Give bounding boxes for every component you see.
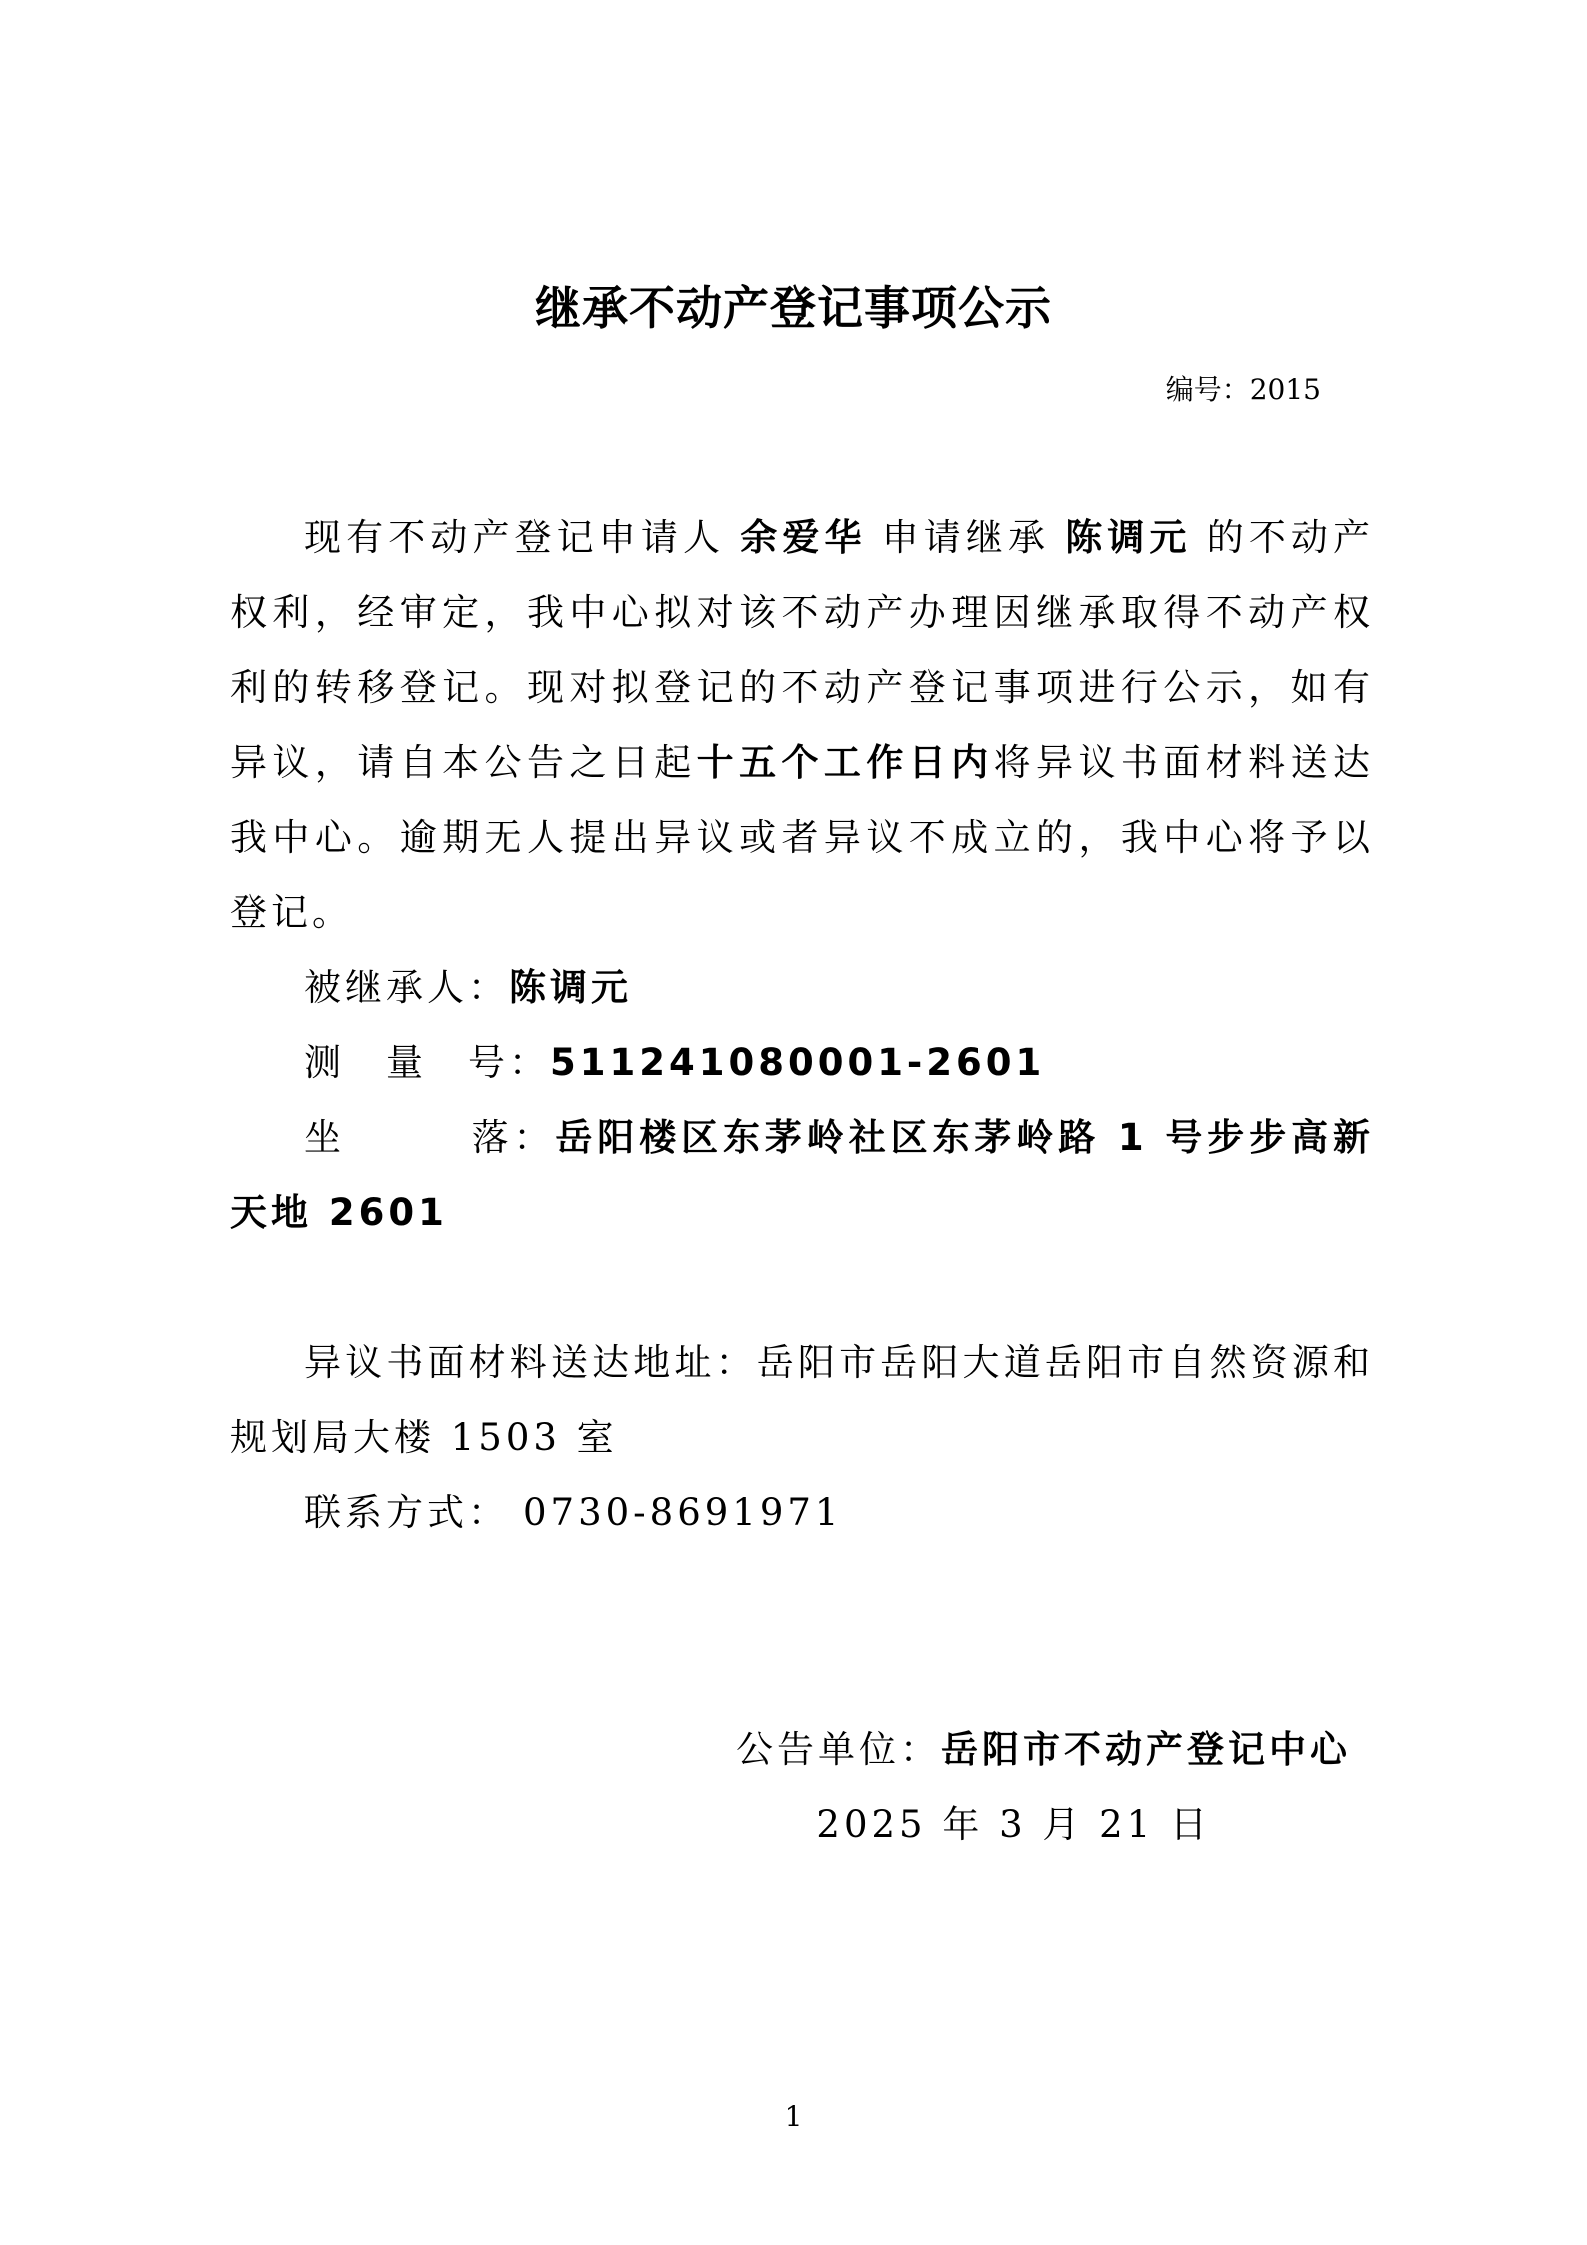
text-segment: 现有不动产登记申请人 — [304, 516, 726, 559]
field-label: 测 量 号： — [304, 1041, 550, 1084]
decedent-field — [230, 950, 1374, 1025]
issue-date: 2025 年 3 月 21 日 — [816, 1803, 1211, 1846]
applicant-name: 余爱华 — [739, 516, 867, 559]
main-paragraph — [230, 500, 1374, 950]
document-title: 继承不动产登记事项公示 — [535, 281, 1052, 335]
objection-address: 异议书面材料送达地址：岳阳市岳阳大道岳阳市自然资源和规划局大楼 1503 室 — [230, 1341, 1374, 1459]
objection-deadline: 十五个工作日内 — [696, 741, 994, 784]
field-label: 联系方式： — [304, 1491, 509, 1534]
text-segment: 的不动产权利，经审定，我中心拟对该不动产办理因继承取得不动产权利的转移登记。现对拟登记的不动产登记事项进行公示，如有异议，请自本公告之日起 — [230, 516, 1375, 784]
page-number: 1 — [784, 2100, 803, 2133]
field-value: 岳阳市不动产登记中心 — [941, 1728, 1351, 1771]
field-value: 岳阳楼区东茅岭社区东茅岭路 1 号步步高新天地 2601 — [230, 1116, 1375, 1234]
field-value: 陈调元 — [509, 966, 632, 1009]
notice-body — [230, 500, 1374, 1550]
field-value: 0730-8691971 — [523, 1491, 843, 1534]
text-segment: 将异议书面材料送达我中心。逾期无人提出异议或者异议不成立的，我中心将予以登记。 — [230, 741, 1375, 934]
issuing-unit — [736, 1720, 1351, 1780]
field-value: 511241080001-2601 — [550, 1041, 1046, 1084]
field-label: 坐 落： — [304, 1116, 556, 1159]
location-field — [230, 1100, 1374, 1250]
text-segment: 申请继承 — [880, 516, 1051, 559]
field-label: 公告单位： — [736, 1728, 941, 1771]
field-label: 被继承人： — [304, 966, 509, 1009]
decedent-name: 陈调元 — [1064, 516, 1192, 559]
survey-number-field — [230, 1025, 1374, 1100]
document-number: 编号：2015 — [1165, 373, 1321, 406]
contact-field — [230, 1475, 1374, 1550]
